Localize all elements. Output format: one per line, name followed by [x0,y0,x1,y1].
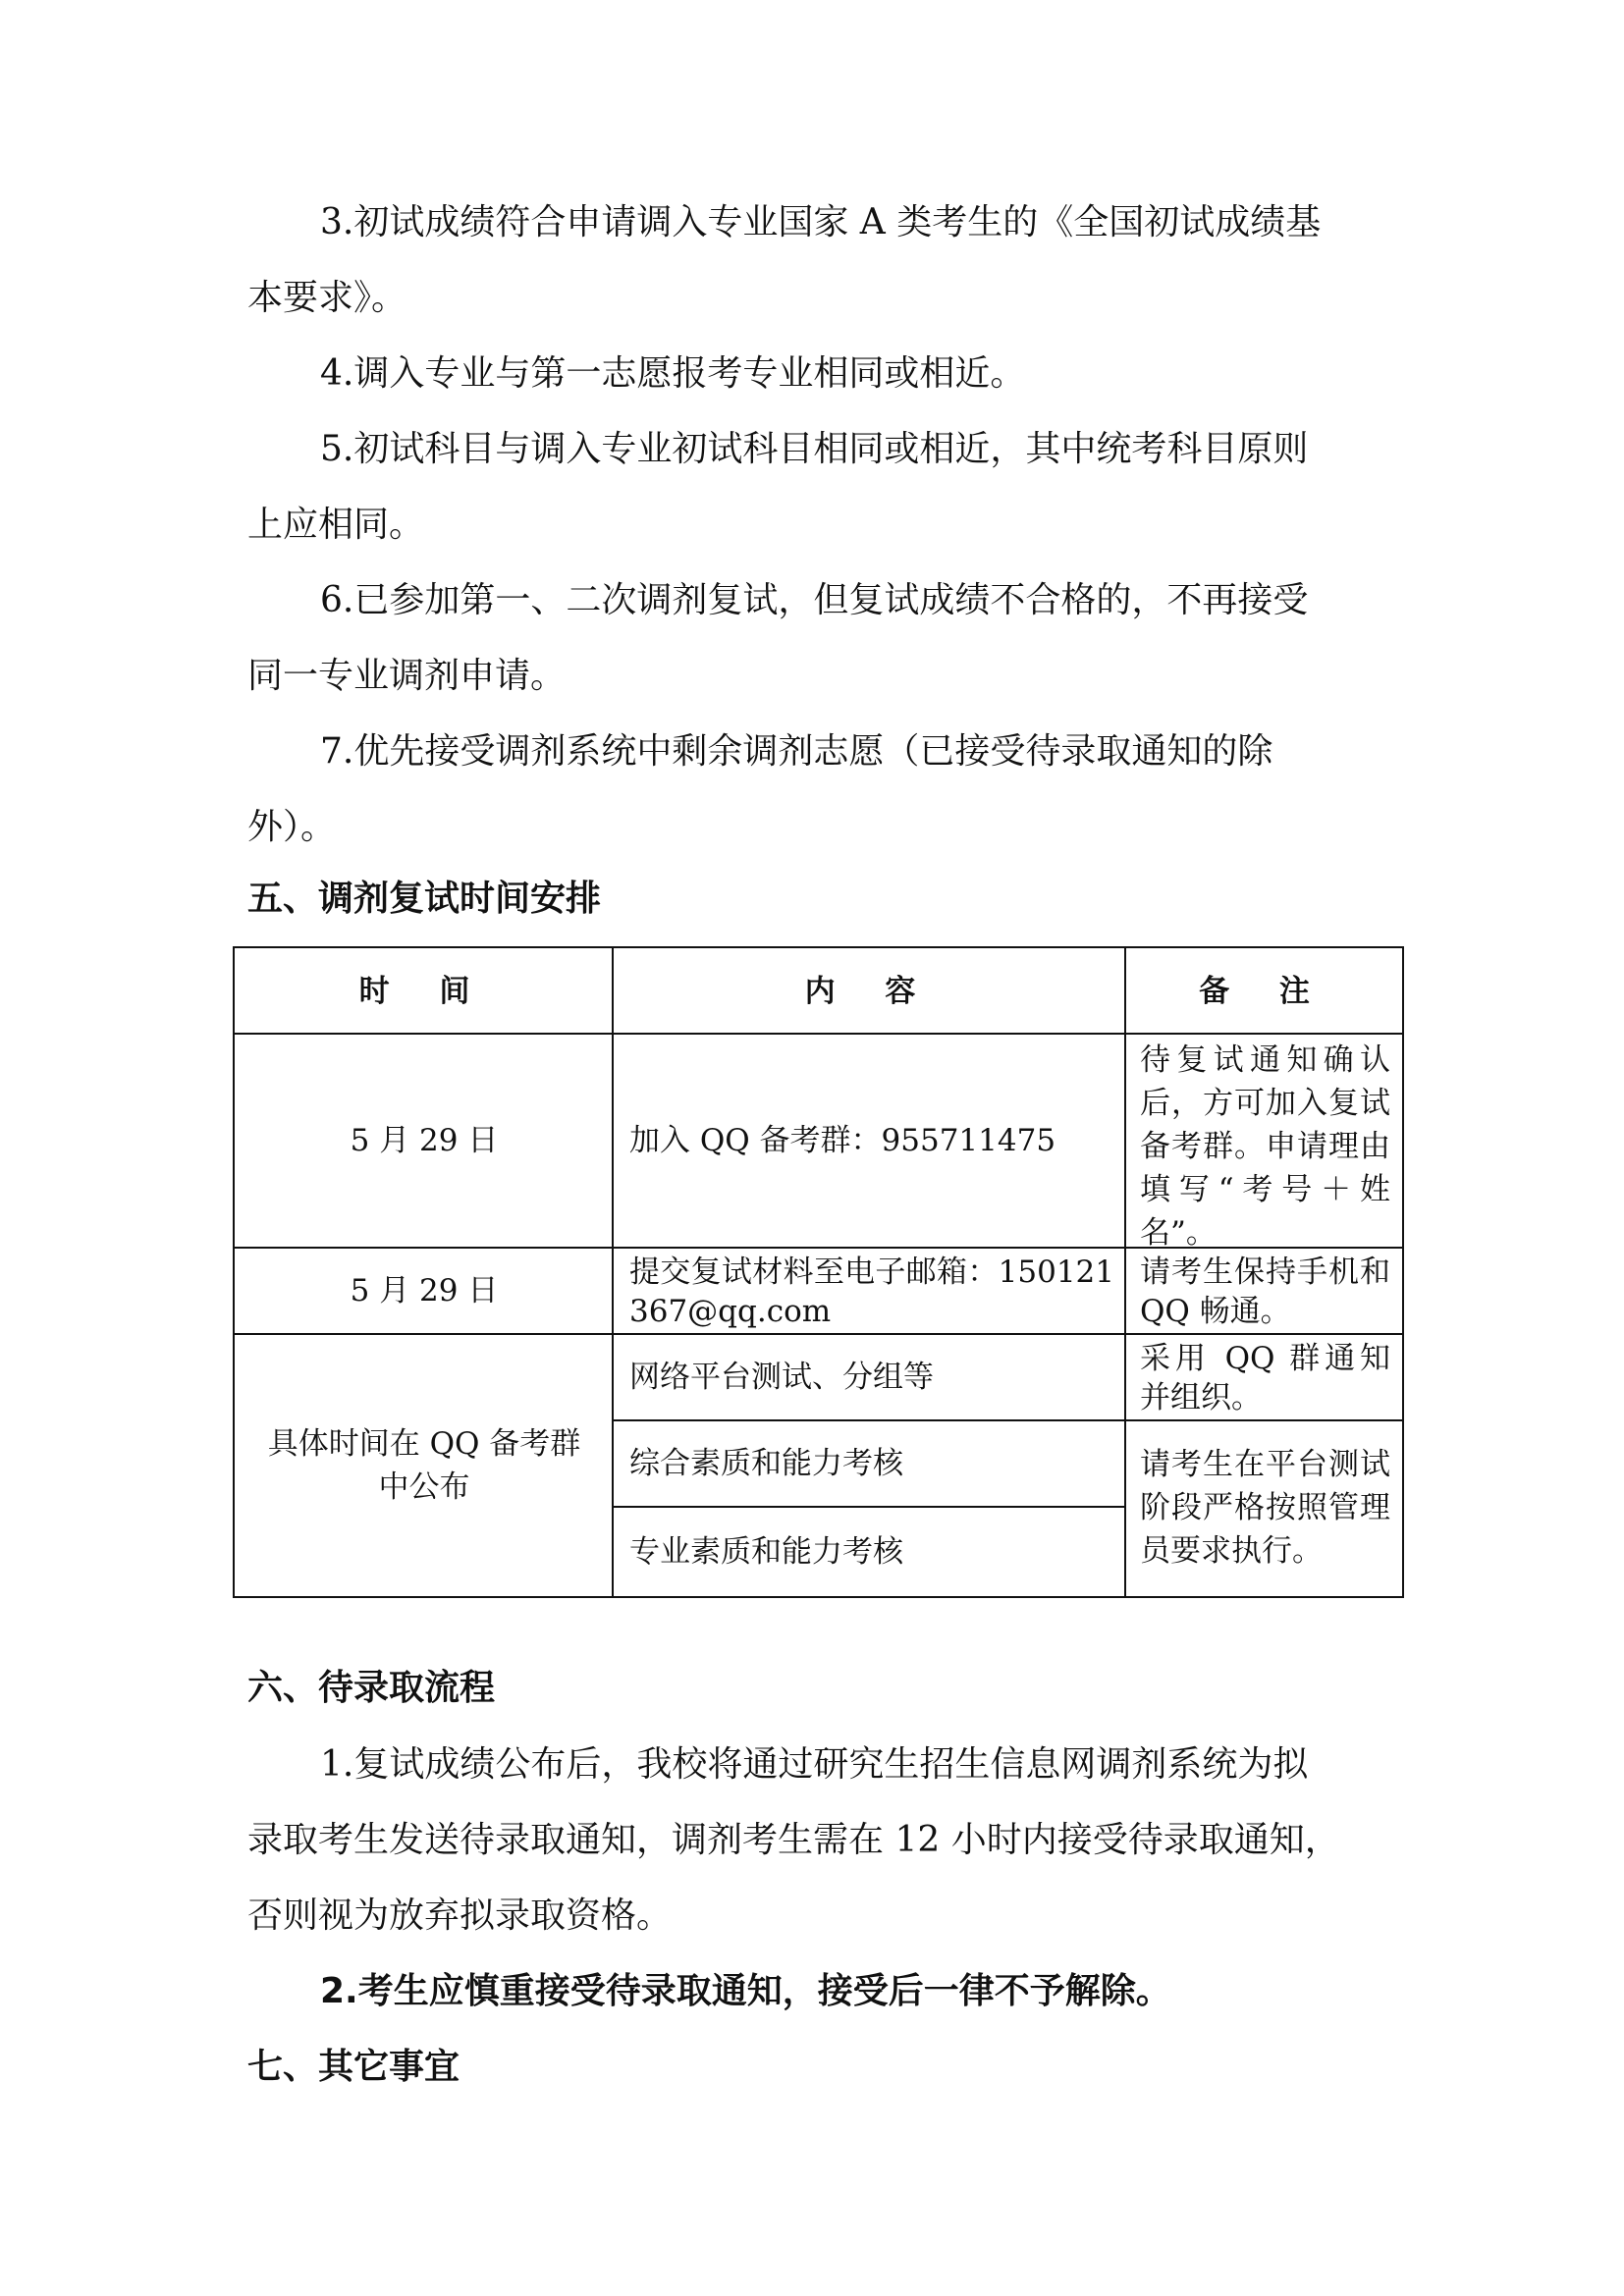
table-row-2-content: 提交复试材料至电子邮箱：150121367@qq.com [629,1255,1114,1329]
table-row-2-time: 5 月 29 日 [350,1273,499,1308]
section-6-paragraph-2: 2.考生应慎重接受待录取通知，接受后一律不予解除。 [320,1971,1171,2011]
table-row-2-note: 请考生保持手机和 QQ 畅通。 [1140,1255,1390,1329]
table-row-3-content-1: 网络平台测试、分组等 [629,1360,934,1395]
paragraph-6-line-1: 6.已参加第一、二次调剂复试，但复试成绩不合格的，不再接受 [320,580,1309,620]
schedule-table [233,946,1404,1598]
paragraph-3-line-2: 本要求》。 [247,278,407,318]
table-row-3-note-1: 采用 QQ 群通知并组织。 [1140,1341,1390,1415]
table-header-note: 备 注 [1199,974,1329,1009]
paragraph-5-line-1: 5.初试科目与调入专业初试科目相同或相近，其中统考科目原则 [320,429,1309,469]
paragraph-4: 4.调入专业与第一志愿报考专业相同或相近。 [320,353,1026,394]
table-row-3-note-2: 请考生在平台测试阶段严格按照管理员要求执行。 [1140,1447,1390,1569]
section-6-heading: 六、待录取流程 [247,1668,496,1708]
table-row-1-note: 待复试通知确认后，方可加入复试备考群。申请理由填写“考号＋姓名”。 [1140,1042,1390,1251]
table-row-3-content-3: 专业素质和能力考核 [629,1534,903,1570]
table-row-3-content-2: 综合素质和能力考核 [629,1446,903,1481]
section-6-paragraph-1-line-3: 否则视为放弃拟录取资格。 [247,1896,673,1936]
section-7-heading: 七、其它事宜 [247,2047,460,2087]
section-5-heading: 五、调剂复试时间安排 [247,879,602,919]
paragraph-7-line-1: 7.优先接受调剂系统中剩余调剂志愿（已接受待录取通知的除 [320,731,1273,772]
table-row-1-content: 加入 QQ 备考群：955711475 [629,1123,1056,1158]
section-6-paragraph-1-line-1: 1.复试成绩公布后，我校将通过研究生招生信息网调剂系统为拟 [320,1744,1309,1785]
section-6-paragraph-1-line-2: 录取考生发送待录取通知，调剂考生需在 12 小时内接受待录取通知， [247,1820,1340,1860]
paragraph-7-line-2: 外）。 [247,807,337,847]
table-row-1-time: 5 月 29 日 [350,1123,499,1158]
paragraph-6-line-2: 同一专业调剂申请。 [247,656,567,696]
paragraph-3-line-1: 3.初试成绩符合申请调入专业国家 A 类考生的《全国初试成绩基 [320,202,1322,242]
table-header-content: 内 容 [804,974,936,1009]
table-header-time: 时 间 [358,974,490,1009]
paragraph-5-line-2: 上应相同。 [247,505,425,545]
table-row-3-time: 具体时间在 QQ 备考群中公布 [267,1426,581,1505]
